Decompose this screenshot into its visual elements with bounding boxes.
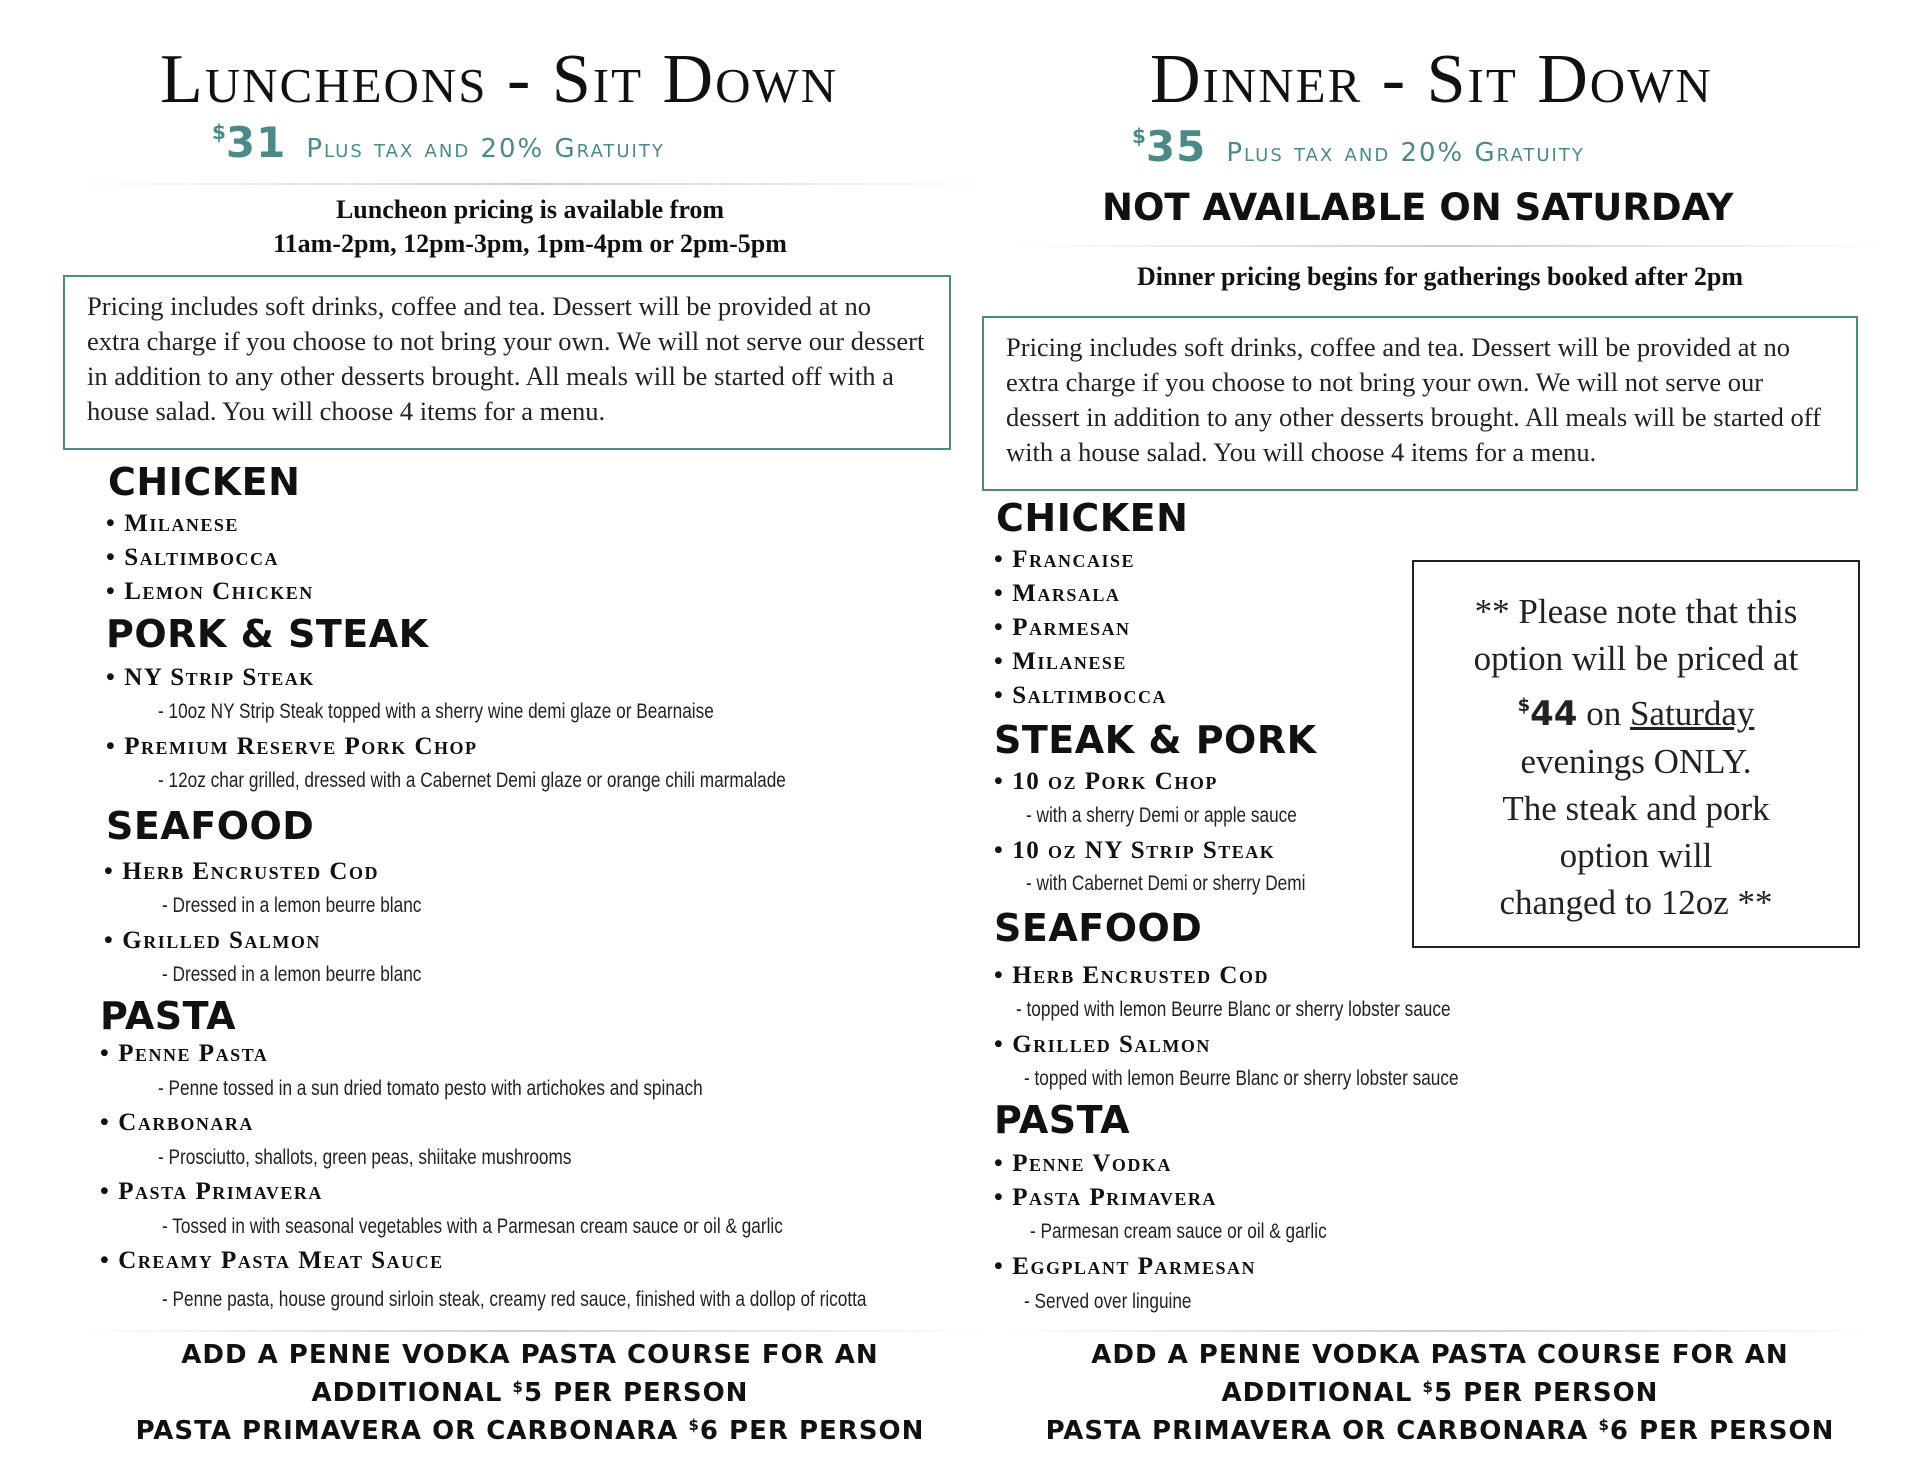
saturday-box-line2: option will be priced at	[1473, 639, 1799, 678]
luncheon-item: • Premium Reserve Pork Chop	[106, 733, 478, 760]
luncheon-section-pasta: PASTA	[100, 994, 237, 1038]
dinner-item-desc: - with Cabernet Demi or sherry Demi	[1026, 872, 1306, 895]
luncheon-item: • Creamy Pasta Meat Sauce	[100, 1247, 444, 1274]
dinner-info-box: Pricing includes soft drinks, coffee and tea. Dessert will be provided at no extra charge if you choose to not bring your own. We will not serve our dessert in addition to any other desserts brought. All meals will be started off with a house salad. You will choose 4 items for a menu.	[982, 316, 1858, 491]
luncheon-item-desc: - Penne tossed in a sun dried tomato pesto with artichokes and spinach	[158, 1077, 703, 1100]
dinner-item-desc: - Served over linguine	[1024, 1290, 1192, 1313]
dinner-item-desc: - topped with lemon Beurre Blanc or sherry lobster sauce	[1016, 998, 1451, 1021]
luncheon-item: • Pasta Primavera	[100, 1178, 323, 1205]
luncheon-item-desc: - Penne pasta, house ground sirloin steak, creamy red sauce, finished with a dollop of ricotta	[162, 1288, 867, 1311]
dinner-item: • Eggplant Parmesan	[994, 1253, 1256, 1280]
dinner-item: • Marsala	[994, 580, 1121, 607]
saturday-box-line5: The steak and pork	[1502, 789, 1770, 828]
dinner-divider	[1010, 245, 1890, 247]
luncheon-price-amount: 31	[225, 118, 287, 167]
luncheon-item-desc: - Tossed in with seasonal vegetables with a Parmesan cream sauce or oil & garlic	[162, 1215, 783, 1238]
dinner-pricing-note: Dinner pricing begins for gatherings booked after 2pm	[1137, 262, 1743, 291]
dinner-footer-divider	[1000, 1330, 1880, 1332]
luncheon-item: • Herb Encrusted Cod	[104, 858, 379, 885]
luncheon-item-desc: - Prosciutto, shallots, green peas, shiitake mushrooms	[158, 1146, 572, 1169]
dinner-item: • Penne Vodka	[994, 1150, 1172, 1177]
luncheon-item-desc: - 10oz NY Strip Steak topped with a sherry wine demi glaze or Bearnaise	[158, 700, 714, 723]
luncheon-item: • Milanese	[106, 510, 239, 537]
dinner-footer-line1: ADD A PENNE VODKA PASTA COURSE FOR AN	[1091, 1340, 1789, 1370]
dinner-item: • 10 oz NY Strip Steak	[994, 837, 1276, 864]
luncheon-section-seafood: SEAFOOD	[106, 804, 315, 848]
luncheon-price-symbol: $	[212, 120, 226, 144]
luncheon-item: • Penne Pasta	[100, 1040, 269, 1067]
dinner-footer-line2: ADDITIONAL $5 PER PERSON	[1221, 1378, 1659, 1408]
luncheon-footer-line1: ADD A PENNE VODKA PASTA COURSE FOR AN	[181, 1340, 879, 1370]
dinner-price	[1132, 122, 1585, 171]
luncheon-item: • NY Strip Steak	[106, 664, 315, 691]
luncheon-price	[212, 118, 665, 167]
dinner-item: • 10 oz Pork Chop	[994, 768, 1218, 795]
dinner-item-desc: - with a sherry Demi or apple sauce	[1026, 804, 1297, 827]
luncheon-footer-line3: PASTA PRIMAVERA OR CARBONARA $6 PER PERSON	[135, 1416, 925, 1446]
dinner-item: • Parmesan	[994, 614, 1131, 641]
dinner-item: • Saltimbocca	[994, 682, 1168, 709]
dinner-price-symbol: $	[1132, 124, 1146, 148]
saturday-box-line7: changed to 12oz **	[1499, 883, 1773, 922]
luncheon-footer-divider	[70, 1330, 990, 1332]
dinner-footer	[990, 1339, 1890, 1447]
luncheon-footer-line2: ADDITIONAL $5 PER PERSON	[311, 1378, 749, 1408]
dinner-section-pasta: PASTA	[994, 1098, 1131, 1142]
luncheon-item-desc: - Dressed in a lemon beurre blanc	[162, 963, 422, 986]
saturday-box-line3: $44 on Saturday	[1517, 694, 1755, 734]
dinner-section-chicken: CHICKEN	[996, 496, 1189, 540]
dinner-price-amount: 35	[1145, 122, 1207, 171]
dinner-item: • Pasta Primavera	[994, 1184, 1217, 1211]
dinner-saturday-notice: NOT AVAILABLE ON SATURDAY	[1102, 186, 1734, 229]
luncheon-item-desc: - Dressed in a lemon beurre blanc	[162, 894, 422, 917]
luncheon-section-pork-steak: PORK & STEAK	[106, 612, 429, 656]
dinner-item: • Grilled Salmon	[994, 1031, 1211, 1058]
luncheon-item-desc: - 12oz char grilled, dressed with a Cabernet Demi glaze or orange chili marmalade	[158, 769, 786, 792]
luncheon-footer	[60, 1339, 1000, 1447]
dinner-item-desc: - topped with lemon Beurre Blanc or sherry lobster sauce	[1024, 1067, 1459, 1090]
luncheon-item: • Lemon Chicken	[106, 578, 314, 605]
saturday-box-line6: option will	[1559, 836, 1713, 875]
saturday-box-line4: evenings ONLY.	[1520, 742, 1752, 781]
dinner-title: Dinner - Sit Down	[1150, 41, 1713, 118]
luncheon-item: • Saltimbocca	[106, 544, 280, 571]
luncheon-availability-line2: 11am-2pm, 12pm-3pm, 1pm-4pm or 2pm-5pm	[273, 229, 787, 258]
dinner-footer-line3: PASTA PRIMAVERA OR CARBONARA $6 PER PERSON	[1045, 1416, 1835, 1446]
dinner-item: • Herb Encrusted Cod	[994, 962, 1269, 989]
dinner-item: • Francaise	[994, 546, 1136, 573]
luncheon-availability-line1: Luncheon pricing is available from	[335, 195, 725, 224]
luncheon-item: • Carbonara	[100, 1109, 254, 1136]
luncheon-section-chicken: CHICKEN	[108, 460, 301, 504]
dinner-item-desc: - Parmesan cream sauce or oil & garlic	[1030, 1220, 1327, 1243]
dinner-section-seafood: SEAFOOD	[994, 906, 1203, 950]
luncheon-divider	[70, 183, 990, 185]
luncheon-title: Luncheons - Sit Down	[160, 41, 839, 118]
luncheon-availability	[60, 193, 1000, 261]
dinner-section-steak-pork: STEAK & PORK	[994, 718, 1317, 762]
dinner-item: • Milanese	[994, 648, 1127, 675]
luncheon-info-box: Pricing includes soft drinks, coffee and tea. Dessert will be provided at no extra charge if you choose to not bring your own. We will not serve our dessert in addition to any other desserts brought. All meals will be started off with a house salad. You will choose 4 items for a menu.	[63, 275, 951, 450]
dinner-price-note: Plus tax and 20% Gratuity	[1226, 138, 1585, 168]
dinner-saturday-price-box	[1412, 560, 1860, 948]
saturday-box-line1: ** Please note that this	[1474, 592, 1798, 631]
luncheon-item: • Grilled Salmon	[104, 927, 321, 954]
luncheon-price-note: Plus tax and 20% Gratuity	[306, 134, 665, 164]
